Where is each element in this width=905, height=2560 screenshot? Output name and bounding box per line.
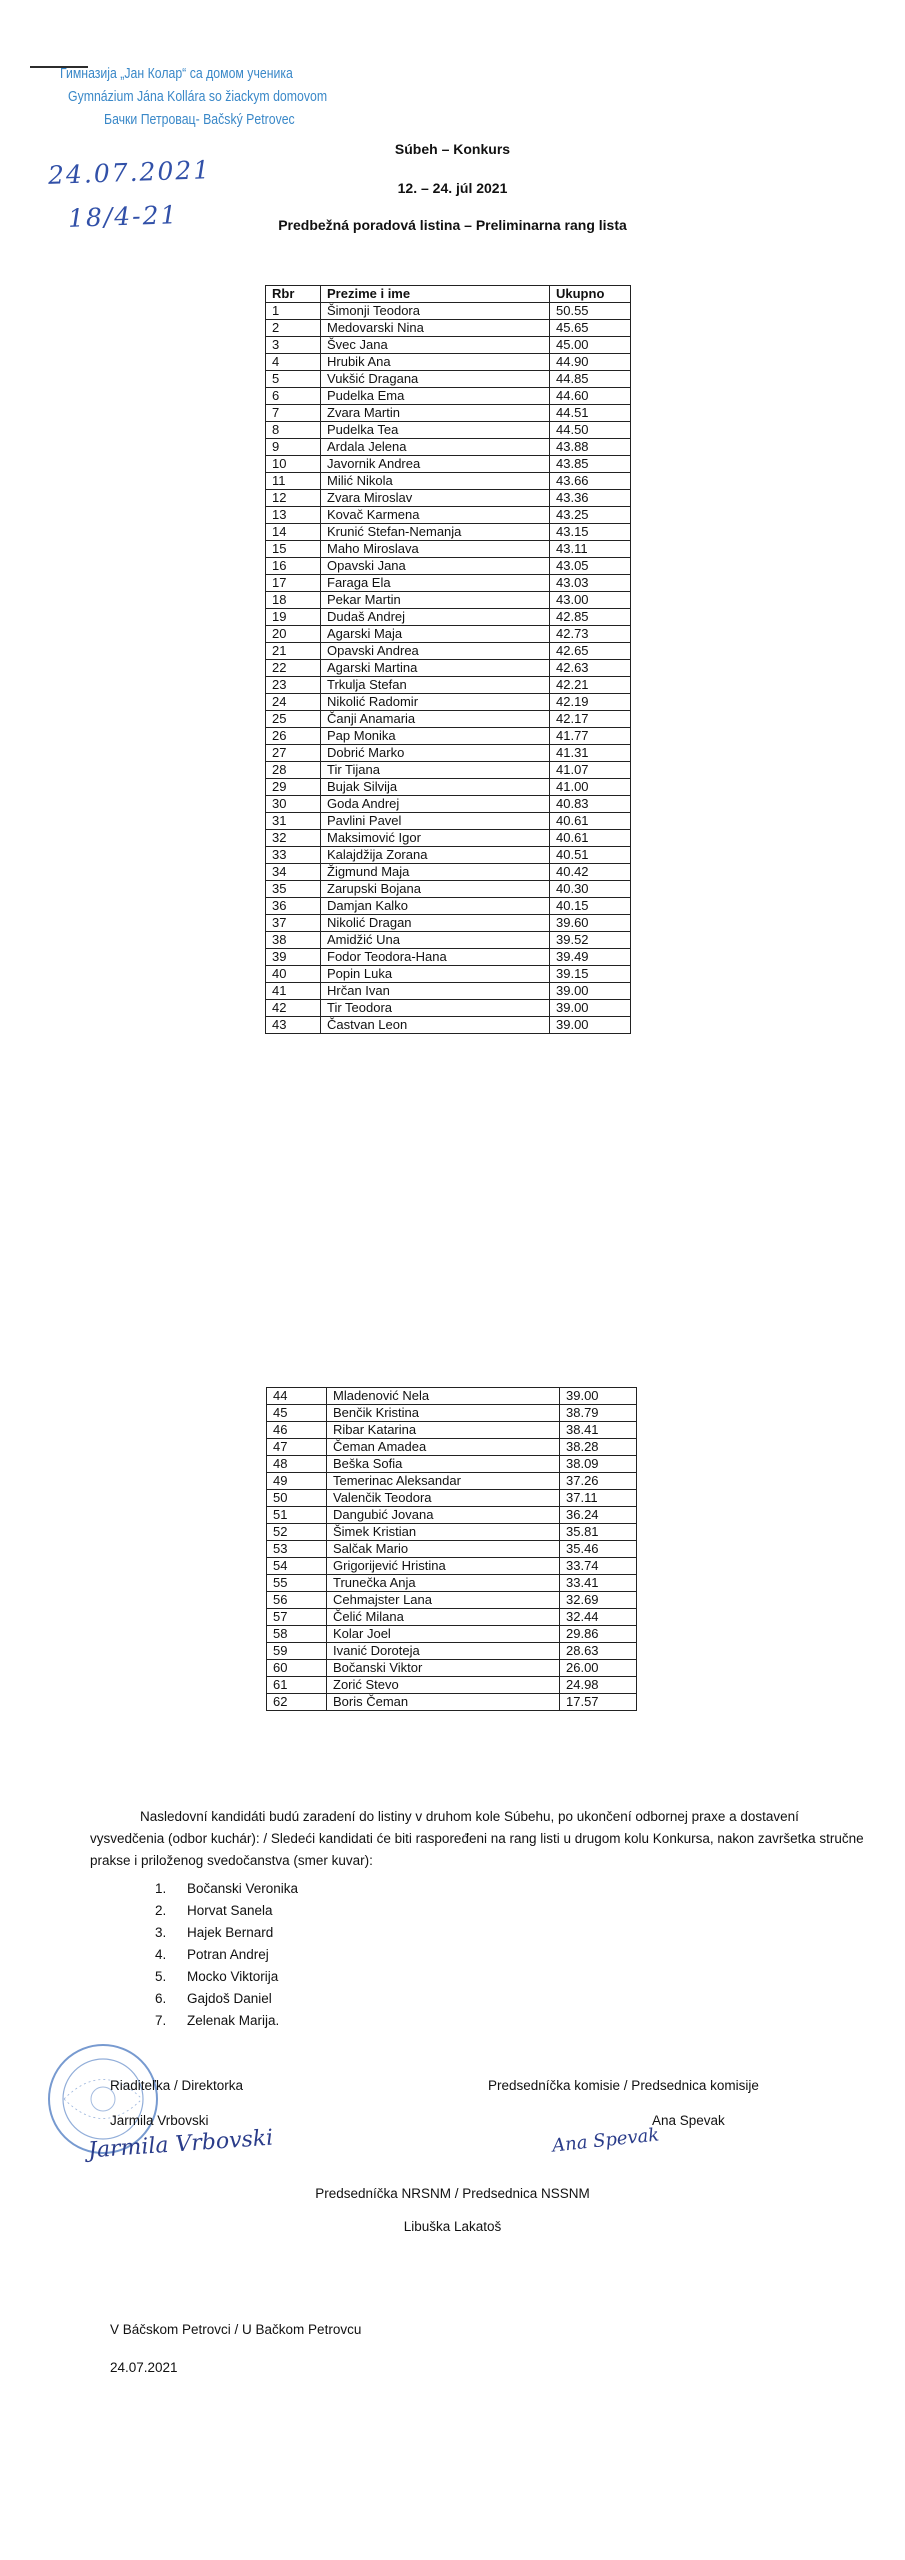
commission-chair-title: Predsedníčka komisie / Predsednica komisije (488, 2078, 759, 2093)
table-row (267, 1490, 637, 1507)
table-row (266, 422, 631, 439)
table-row (267, 1626, 637, 1643)
cell-name: Maksimović Igor (321, 830, 550, 847)
table-row (266, 524, 631, 541)
nrsnm-chair-name: Libuška Lakatoš (403, 2219, 502, 2234)
cell-name: Švec Jana (321, 337, 550, 354)
table-row (267, 1524, 637, 1541)
cell-name: Javornik Andrea (321, 456, 550, 473)
list-item-number: 3. (155, 1925, 167, 1940)
table-row (266, 983, 631, 1000)
cell-total: 39.52 (550, 932, 631, 949)
cell-rbr: 31 (266, 813, 321, 830)
table-row (266, 405, 631, 422)
cell-rbr: 60 (267, 1660, 327, 1677)
list-item (155, 1900, 298, 1922)
table-row (266, 1017, 631, 1034)
list-item-name: Mocko Viktorija (187, 1969, 279, 1984)
table-row (267, 1575, 637, 1592)
table-row (266, 456, 631, 473)
pending-candidates-list (155, 1878, 298, 2032)
table-row (266, 796, 631, 813)
document-dates: 12. – 24. júl 2021 (397, 180, 508, 196)
nrsnm-chair-title: Predsedníčka NRSNM / Predsednica NSSNM (315, 2186, 590, 2201)
cell-rbr: 13 (266, 507, 321, 524)
table-row (266, 932, 631, 949)
table-row (267, 1660, 637, 1677)
cell-total: 40.61 (550, 830, 631, 847)
table-row (267, 1609, 637, 1626)
cell-total: 44.85 (550, 371, 631, 388)
cell-total: 35.81 (560, 1524, 637, 1541)
cell-total: 35.46 (560, 1541, 637, 1558)
cell-total: 43.66 (550, 473, 631, 490)
cell-name: Ardala Jelena (321, 439, 550, 456)
cell-total: 43.25 (550, 507, 631, 524)
cell-name: Popin Luka (321, 966, 550, 983)
list-item-number: 1. (155, 1881, 167, 1896)
cell-name: Temerinac Aleksandar (327, 1473, 560, 1490)
cell-total: 44.50 (550, 422, 631, 439)
cell-total: 42.65 (550, 643, 631, 660)
cell-total: 29.86 (560, 1626, 637, 1643)
cell-rbr: 32 (266, 830, 321, 847)
cell-total: 42.17 (550, 711, 631, 728)
cell-rbr: 40 (266, 966, 321, 983)
cell-name: Faraga Ela (321, 575, 550, 592)
table-row (267, 1473, 637, 1490)
cell-rbr: 41 (266, 983, 321, 1000)
cell-rbr: 26 (266, 728, 321, 745)
cell-total: 43.03 (550, 575, 631, 592)
cell-total: 28.63 (560, 1643, 637, 1660)
cell-name: Milić Nikola (321, 473, 550, 490)
cell-total: 41.77 (550, 728, 631, 745)
cell-name: Dangubić Jovana (327, 1507, 560, 1524)
cell-name: Zorić Stevo (327, 1677, 560, 1694)
cell-name: Mladenović Nela (327, 1388, 560, 1405)
stamp-line-slovak: Gymnázium Jána Kollára so žiackym domovom (68, 88, 328, 105)
cell-name: Čeman Amadea (327, 1439, 560, 1456)
cell-total: 43.88 (550, 439, 631, 456)
cell-total: 39.00 (550, 1000, 631, 1017)
cell-total: 40.42 (550, 864, 631, 881)
table-row (266, 949, 631, 966)
cell-total: 39.00 (550, 983, 631, 1000)
table-row (266, 626, 631, 643)
table-row (266, 813, 631, 830)
cell-rbr: 37 (266, 915, 321, 932)
cell-name: Bočanski Viktor (327, 1660, 560, 1677)
cell-rbr: 4 (266, 354, 321, 371)
document-place: V Báčskom Petrovci / U Bačkom Petrovcu (110, 2322, 362, 2337)
cell-rbr: 39 (266, 949, 321, 966)
cell-rbr: 58 (267, 1626, 327, 1643)
cell-rbr: 24 (266, 694, 321, 711)
cell-name: Nikolić Dragan (321, 915, 550, 932)
cell-total: 41.07 (550, 762, 631, 779)
cell-rbr: 8 (266, 422, 321, 439)
cell-rbr: 44 (267, 1388, 327, 1405)
table-row (266, 609, 631, 626)
cell-rbr: 1 (266, 303, 321, 320)
table-row (266, 575, 631, 592)
cell-total: 33.41 (560, 1575, 637, 1592)
header-rbr: Rbr (266, 286, 321, 303)
cell-total: 45.65 (550, 320, 631, 337)
cell-total: 42.19 (550, 694, 631, 711)
cell-name: Kovač Karmena (321, 507, 550, 524)
cell-name: Šimonji Teodora (321, 303, 550, 320)
cell-rbr: 47 (267, 1439, 327, 1456)
list-item-number: 5. (155, 1969, 167, 1984)
cell-total: 44.51 (550, 405, 631, 422)
cell-total: 37.26 (560, 1473, 637, 1490)
cell-name: Pavlini Pavel (321, 813, 550, 830)
commission-chair-name: Ana Spevak (652, 2113, 725, 2128)
table-row (267, 1388, 637, 1405)
table-row (266, 847, 631, 864)
commission-chair-signature: Ana Spevak (551, 2124, 661, 2157)
cell-name: Zvara Martin (321, 405, 550, 422)
cell-total: 44.60 (550, 388, 631, 405)
cell-name: Fodor Teodora-Hana (321, 949, 550, 966)
cell-rbr: 46 (267, 1422, 327, 1439)
table-row (267, 1405, 637, 1422)
cell-total: 26.00 (560, 1660, 637, 1677)
list-item (155, 1878, 298, 1900)
table-row (266, 915, 631, 932)
cell-name: Tir Tijana (321, 762, 550, 779)
stamp-line-town: Бачки Петровац- Bačský Petrovec (104, 111, 295, 128)
table-row (266, 558, 631, 575)
cell-total: 45.00 (550, 337, 631, 354)
cell-name: Zarupski Bojana (321, 881, 550, 898)
cell-total: 40.61 (550, 813, 631, 830)
table-row (266, 898, 631, 915)
cell-name: Pekar Martin (321, 592, 550, 609)
cell-name: Goda Andrej (321, 796, 550, 813)
cell-rbr: 56 (267, 1592, 327, 1609)
cell-rbr: 29 (266, 779, 321, 796)
cell-rbr: 52 (267, 1524, 327, 1541)
cell-name: Nikolić Radomir (321, 694, 550, 711)
cell-rbr: 6 (266, 388, 321, 405)
cell-rbr: 2 (266, 320, 321, 337)
table-row (267, 1439, 637, 1456)
table-row (266, 864, 631, 881)
cell-rbr: 30 (266, 796, 321, 813)
table-row (266, 643, 631, 660)
table-row (266, 1000, 631, 1017)
list-item-name: Horvat Sanela (187, 1903, 273, 1918)
director-signature: Jarmila Vrbovski (87, 2125, 274, 2164)
document-date: 24.07.2021 (110, 2360, 178, 2375)
director-title: Riaditeľka / Direktorka (110, 2078, 243, 2093)
list-item (155, 1988, 298, 2010)
cell-total: 39.00 (550, 1017, 631, 1034)
cell-name: Pudelka Ema (321, 388, 550, 405)
list-item (155, 1922, 298, 1944)
table-row (266, 507, 631, 524)
cell-name: Opavski Jana (321, 558, 550, 575)
cell-rbr: 15 (266, 541, 321, 558)
cell-total: 39.15 (550, 966, 631, 983)
cell-rbr: 16 (266, 558, 321, 575)
table-row (266, 371, 631, 388)
table-row (266, 779, 631, 796)
list-item-name: Bočanski Veronika (187, 1881, 299, 1896)
cell-name: Hrubik Ana (321, 354, 550, 371)
cell-total: 40.51 (550, 847, 631, 864)
ranking-table-part1 (265, 285, 631, 1034)
table-row (266, 439, 631, 456)
cell-rbr: 50 (267, 1490, 327, 1507)
cell-rbr: 14 (266, 524, 321, 541)
cell-name: Medovarski Nina (321, 320, 550, 337)
cell-name: Dobrić Marko (321, 745, 550, 762)
cell-rbr: 9 (266, 439, 321, 456)
cell-name: Kalajdžija Zorana (321, 847, 550, 864)
cell-total: 38.79 (560, 1405, 637, 1422)
cell-rbr: 7 (266, 405, 321, 422)
cell-name: Ribar Katarina (327, 1422, 560, 1439)
document-subtitle: Predbežná poradová listina – Preliminarna rang lista (278, 217, 627, 233)
cell-rbr: 33 (266, 847, 321, 864)
cell-name: Šimek Kristian (327, 1524, 560, 1541)
cell-total: 43.36 (550, 490, 631, 507)
cell-rbr: 38 (266, 932, 321, 949)
cell-rbr: 21 (266, 643, 321, 660)
cell-name: Tir Teodora (321, 1000, 550, 1017)
cell-name: Bujak Silvija (321, 779, 550, 796)
cell-rbr: 20 (266, 626, 321, 643)
table-row (266, 762, 631, 779)
cell-rbr: 62 (267, 1694, 327, 1711)
cell-name: Dudaš Andrej (321, 609, 550, 626)
cell-total: 41.00 (550, 779, 631, 796)
cell-name: Pudelka Tea (321, 422, 550, 439)
cell-name: Trunečka Anja (327, 1575, 560, 1592)
table-row (266, 473, 631, 490)
cell-rbr: 49 (267, 1473, 327, 1490)
cell-rbr: 12 (266, 490, 321, 507)
header-total: Ukupno (550, 286, 631, 303)
cell-rbr: 35 (266, 881, 321, 898)
cell-rbr: 3 (266, 337, 321, 354)
table-row (267, 1592, 637, 1609)
cell-name: Boris Čeman (327, 1694, 560, 1711)
cell-total: 33.74 (560, 1558, 637, 1575)
table-row (267, 1558, 637, 1575)
table-row (266, 728, 631, 745)
table-row (266, 337, 631, 354)
list-item-number: 2. (155, 1903, 167, 1918)
table-row (266, 303, 631, 320)
cell-rbr: 48 (267, 1456, 327, 1473)
cell-rbr: 53 (267, 1541, 327, 1558)
table-row (266, 881, 631, 898)
cell-total: 24.98 (560, 1677, 637, 1694)
cell-rbr: 11 (266, 473, 321, 490)
cell-total: 38.28 (560, 1439, 637, 1456)
table-row (266, 745, 631, 762)
cell-total: 38.41 (560, 1422, 637, 1439)
cell-name: Opavski Andrea (321, 643, 550, 660)
table-row (266, 966, 631, 983)
cell-name: Valenčik Teodora (327, 1490, 560, 1507)
list-item-name: Zelenak Marija. (187, 2013, 280, 2028)
cell-name: Žigmund Maja (321, 864, 550, 881)
table-row (266, 354, 631, 371)
table-row (266, 711, 631, 728)
cell-name: Častvan Leon (321, 1017, 550, 1034)
stamp-line-serbian: Гимназија „Јан Колар“ са домом ученика (60, 65, 293, 82)
handwritten-date: 24.07.2021 (47, 155, 212, 190)
list-item-number: 6. (155, 1991, 167, 2006)
second-round-notice: Nasledovní kandidáti budú zaradení do listiny v druhom kole Súbehu, po ukončení odbornej praxe a dostavení vysvedčenia (odbor kuchár): / Sledeći kandidati će biti raspoređeni na rang listi u drugom kolu Konkursa, nakon završetka stručne prakse i priloženog svedočanstva (smer kuvar): (90, 1809, 864, 1868)
table-row (266, 388, 631, 405)
cell-name: Zvara Miroslav (321, 490, 550, 507)
list-item-name: Potran Andrej (187, 1947, 269, 1962)
cell-name: Benčik Kristina (327, 1405, 560, 1422)
cell-rbr: 5 (266, 371, 321, 388)
cell-name: Cehmajster Lana (327, 1592, 560, 1609)
handwritten-number: 18/4-21 (67, 200, 179, 233)
table-row (266, 677, 631, 694)
cell-rbr: 36 (266, 898, 321, 915)
cell-name: Hrčan Ivan (321, 983, 550, 1000)
cell-total: 43.00 (550, 592, 631, 609)
list-item-number: 7. (155, 2013, 167, 2028)
table-row (267, 1422, 637, 1439)
table-row (266, 541, 631, 558)
cell-total: 40.83 (550, 796, 631, 813)
cell-total: 36.24 (560, 1507, 637, 1524)
cell-name: Damjan Kalko (321, 898, 550, 915)
page-separator (0, 1240, 905, 1290)
cell-total: 43.85 (550, 456, 631, 473)
table-row (266, 694, 631, 711)
cell-name: Amidžić Una (321, 932, 550, 949)
table-row (266, 320, 631, 337)
cell-name: Ivanić Doroteja (327, 1643, 560, 1660)
header-name: Prezime i ime (321, 286, 550, 303)
cell-total: 40.15 (550, 898, 631, 915)
list-item-name: Hajek Bernard (187, 1925, 274, 1940)
cell-name: Kolar Joel (327, 1626, 560, 1643)
cell-name: Krunić Stefan-Nemanja (321, 524, 550, 541)
cell-rbr: 59 (267, 1643, 327, 1660)
cell-total: 42.63 (550, 660, 631, 677)
cell-rbr: 17 (266, 575, 321, 592)
cell-total: 17.57 (560, 1694, 637, 1711)
document-title: Súbeh – Konkurs (394, 141, 511, 157)
ranking-table-part2 (266, 1387, 637, 1711)
cell-name: Čelić Milana (327, 1609, 560, 1626)
cell-name: Agarski Maja (321, 626, 550, 643)
table-row (266, 830, 631, 847)
cell-rbr: 61 (267, 1677, 327, 1694)
cell-total: 43.11 (550, 541, 631, 558)
table-row (267, 1677, 637, 1694)
cell-name: Pap Monika (321, 728, 550, 745)
cell-name: Maho Miroslava (321, 541, 550, 558)
list-item (155, 1966, 298, 1988)
cell-total: 42.85 (550, 609, 631, 626)
cell-rbr: 10 (266, 456, 321, 473)
cell-name: Beška Sofia (327, 1456, 560, 1473)
table-row (266, 660, 631, 677)
table-header-row (266, 286, 631, 303)
table-row (267, 1694, 637, 1711)
cell-rbr: 43 (266, 1017, 321, 1034)
cell-total: 32.44 (560, 1609, 637, 1626)
cell-rbr: 34 (266, 864, 321, 881)
cell-total: 44.90 (550, 354, 631, 371)
cell-rbr: 45 (267, 1405, 327, 1422)
cell-name: Vukšić Dragana (321, 371, 550, 388)
cell-name: Grigorijević Hristina (327, 1558, 560, 1575)
list-item (155, 1944, 298, 1966)
table-row (267, 1541, 637, 1558)
table-row (267, 1456, 637, 1473)
cell-rbr: 51 (267, 1507, 327, 1524)
table-row (266, 490, 631, 507)
cell-name: Agarski Martina (321, 660, 550, 677)
cell-rbr: 19 (266, 609, 321, 626)
cell-total: 39.00 (560, 1388, 637, 1405)
cell-name: Salčak Mario (327, 1541, 560, 1558)
cell-total: 42.73 (550, 626, 631, 643)
cell-total: 50.55 (550, 303, 631, 320)
director-name: Jarmila Vrbovski (110, 2113, 209, 2128)
cell-rbr: 27 (266, 745, 321, 762)
cell-rbr: 23 (266, 677, 321, 694)
cell-total: 37.11 (560, 1490, 637, 1507)
cell-total: 43.05 (550, 558, 631, 575)
cell-total: 39.49 (550, 949, 631, 966)
cell-total: 41.31 (550, 745, 631, 762)
cell-total: 43.15 (550, 524, 631, 541)
cell-total: 39.60 (550, 915, 631, 932)
cell-rbr: 28 (266, 762, 321, 779)
cell-rbr: 55 (267, 1575, 327, 1592)
table-row (267, 1643, 637, 1660)
ranking-rows-part2 (267, 1388, 637, 1711)
cell-total: 38.09 (560, 1456, 637, 1473)
cell-name: Trkulja Stefan (321, 677, 550, 694)
cell-name: Čanji Anamaria (321, 711, 550, 728)
cell-rbr: 57 (267, 1609, 327, 1626)
ranking-rows-part1 (266, 303, 631, 1034)
table-row (267, 1507, 637, 1524)
cell-rbr: 22 (266, 660, 321, 677)
table-row (266, 592, 631, 609)
cell-total: 32.69 (560, 1592, 637, 1609)
cell-rbr: 42 (266, 1000, 321, 1017)
cell-rbr: 18 (266, 592, 321, 609)
cell-rbr: 25 (266, 711, 321, 728)
school-stamp-header (30, 62, 350, 131)
cell-total: 42.21 (550, 677, 631, 694)
cell-total: 40.30 (550, 881, 631, 898)
list-item (155, 2010, 298, 2032)
list-item-name: Gajdoš Daniel (187, 1991, 272, 2006)
cell-rbr: 54 (267, 1558, 327, 1575)
list-item-number: 4. (155, 1947, 167, 1962)
